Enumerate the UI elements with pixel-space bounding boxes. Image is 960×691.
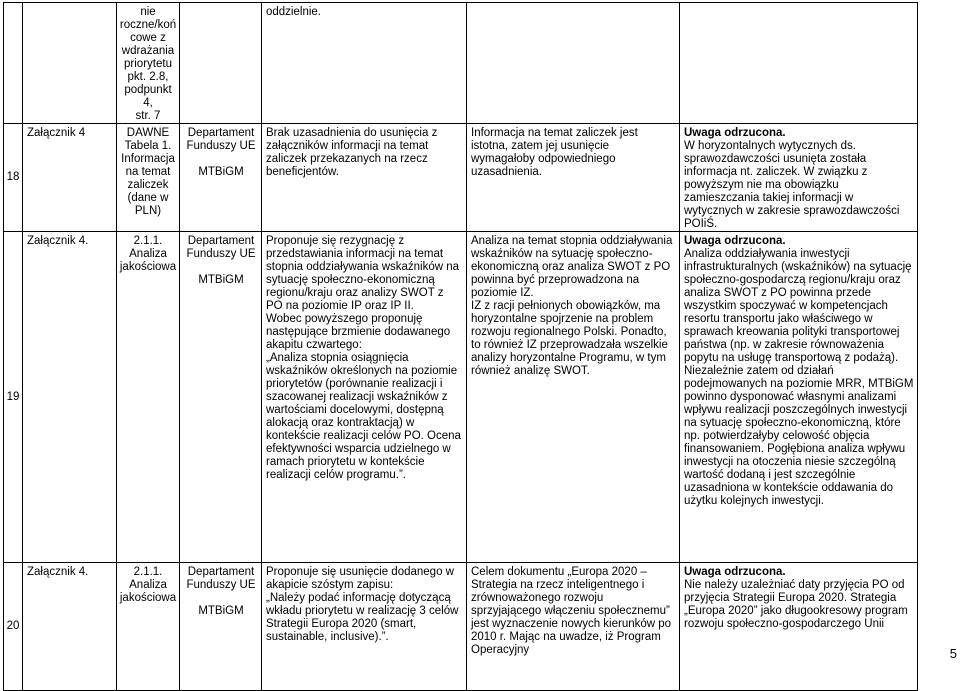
table-row [4, 124, 918, 232]
lp-cell [4, 3, 23, 124]
institution-cell [180, 3, 262, 124]
proposal-body: Wobec powyższego proponuję następujące brzmienie dodawanego akapitu czwartego: [266, 313, 451, 351]
position-label: Uwaga odrzucona. [684, 235, 786, 247]
position-text: Nie należy uzależniać daty przyjęcia PO od przyjęcia Strategii Europa 2020. Strategia „Europa 2020” jako długookresowy program rozwoju społeczno-gospodarczego Unii [684, 579, 908, 630]
attachment-cell: Załącznik 4. [23, 232, 117, 563]
section-cell: 2.1.1. Analiza jakościowa [117, 563, 180, 691]
lp-cell: 19 [4, 232, 23, 563]
comment-text: Brak uzasadnienia do usunięcia z załączników informacji na temat zaliczek przekazanych na rzecz beneficjentów. [266, 127, 438, 178]
table-row [4, 232, 918, 563]
justification-text: Celem dokumentu „Europa 2020 – Strategia na rzecz inteligentnego i zrównoważonego rozwoju sprzyjającego włączeniu społecznemu” jest wyznaczenie nowych kierunków po 2010 r. Mając na uwadze, iż Program Operacyjny [471, 566, 672, 656]
page-number: 5 [949, 646, 957, 661]
proposal-intro: Proponuje się rezygnację z przedstawiania informacji na temat stopnia oddziaływania wskaźników na sytuację społeczno-ekonomiczną regionu/kraju oraz analizy SWOT z PO na poziomie IP oraz IP II. [266, 235, 460, 312]
justification-text: Informacja na temat zaliczek jest istotna, zatem jej usunięcie wymagałoby odpowiedniego uzasadnienia. [471, 127, 638, 178]
position-text: W horyzontalnych wytycznych ds. sprawozdawczości usunięta została informacja nt. zaliczek. W związku z powyższym nie ma obowiązku zamieszczania takiej informacji w wytycznych w zakresie sprawozdawczości POIiŚ. [684, 140, 900, 230]
proposal-cell [262, 563, 467, 691]
proposal-intro: Proponuje się usunięcie dodanego w akapicie szóstym zapisu: [266, 566, 454, 591]
institution-cell: Departament Funduszy UE MTBiGM [180, 563, 262, 691]
position-cell [680, 124, 918, 232]
comments-table [3, 2, 918, 691]
current-text: oddzielnie. [266, 6, 321, 18]
justification-cell [467, 124, 680, 232]
position-cell [680, 232, 918, 563]
current-text-cell [262, 124, 467, 232]
justification-cell [467, 563, 680, 691]
justification-text: Analiza na temat stopnia oddziaływania wskaźników na sytuację społeczno-ekonomiczną oraz analiza SWOT z PO powinna być przeprowadzona na poziomie IZ. [471, 235, 673, 299]
position-label: Uwaga odrzucona. [684, 566, 786, 578]
table-row [4, 563, 918, 691]
section-cell: nie roczne/koń cowe z wdrażania priorytetu pkt. 2.8, podpunkt 4, str. 7 [117, 3, 180, 124]
attachment-cell: Załącznik 4. [23, 563, 117, 691]
section-cell: 2.1.1. Analiza jakościowa [117, 232, 180, 563]
proposal-cell [262, 232, 467, 563]
position-cell [680, 3, 918, 124]
justification-cell [467, 232, 680, 563]
justification-text: IZ z racji pełnionych obowiązków, ma horyzontalne spojrzenie na problem rozwoju regionalnego Polski. Ponadto, to również IZ przeprowadzała wszelkie analizy horyzontalne Programu, w tym również analizę SWOT. [471, 300, 668, 377]
lp-cell: 18 [4, 124, 23, 232]
position-label: Uwaga odrzucona. [684, 127, 786, 139]
position-cell [680, 563, 918, 691]
attachment-cell: Załącznik 4 [23, 124, 117, 232]
attachment-cell [23, 3, 117, 124]
lp-cell: 20 [4, 563, 23, 691]
institution-cell: Departament Funduszy UE MTBiGM [180, 232, 262, 563]
institution-cell: Departament Funduszy UE MTBiGM [180, 124, 262, 232]
proposal-quote: „Analiza stopnia osiągnięcia wskaźników określonych na poziomie priorytetów (porównanie realizacji i szacowanej realizacji wskaźników z wartościami docelowymi, dostępną alokacją oraz kontraktacją) w kontekście realizacji celów PO. Ocena efektywności wsparcia udzielnego w ramach priorytetu w kontekście realizacji celów programu.”. [266, 352, 461, 481]
current-text-cell [262, 3, 467, 124]
proposal-quote: „Należy podać informację dotyczącą wkładu priorytetu w realizację 3 celów Strategii Europa 2020 (smart, sustainable, inclusive).”. [266, 592, 459, 643]
section-cell: DAWNE Tabela 1. Informacja na temat zaliczek (dane w PLN) [117, 124, 180, 232]
table-row [4, 3, 918, 124]
justification-cell [467, 3, 680, 124]
position-text: Analiza oddziaływania inwestycji infrastrukturalnych (wskaźników) na sytuację społeczno-gospodarczą regionu/kraju oraz analiza SWOT z PO powinna przede wszystkim spoczywać w kompetencjach resortu transportu jako właściwego w sprawach kreowania polityki transportowej państwa (np. w zakresie równoważenia popytu na usługę transportową z podażą). Niezależnie zatem od działań podejmowanych na poziomie MRR, MTBiGM powinno dysponować własnymi analizami wpływu realizacji poszczególnych inwestycji na sytuację społeczno-ekonomiczną, które np. potwierdzałyby celowość objęcia finansowaniem. Pogłębiona analiza wpływu inwestycji na otoczenia niesie szczególną wartość dodaną i jest szczególnie uzasadniona w kontekście oddawania do użytku kolejnych inwestycji. [684, 248, 914, 507]
